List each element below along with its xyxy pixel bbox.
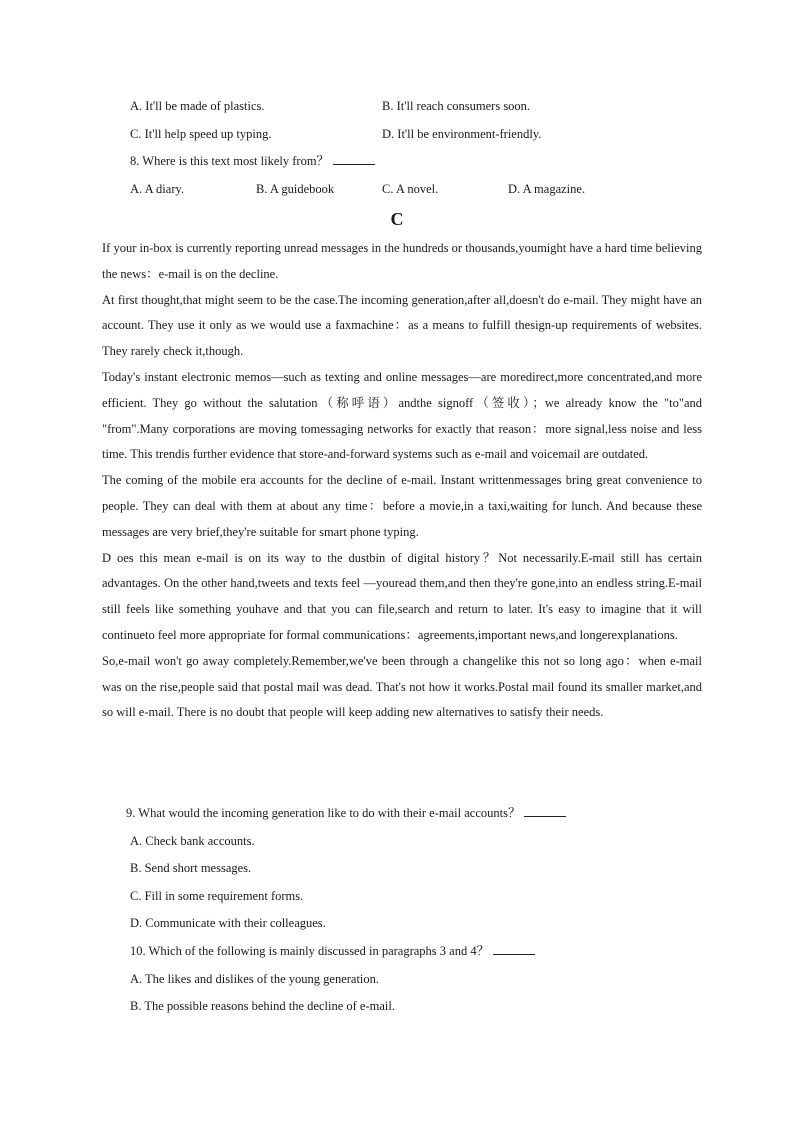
q10-option-a[interactable]: A. The likes and dislikes of the young generation. xyxy=(130,972,380,986)
q9-option-c[interactable]: C. Fill in some requirement forms. xyxy=(130,889,304,903)
passage-paragraph-6: So,e-mail won't go away completely.Remember,we've been through a changelike this not so long ago：when e-mail was on the rise,people said that postal mail was dead. That's not how it works.Postal mail found its smaller market,and so will e-mail. There is no doubt that people will keep adding new alternatives to satisfy their needs. xyxy=(102,653,702,720)
q8-option-c[interactable]: C. A novel. xyxy=(382,182,439,196)
passage-paragraph-5: D oes this mean e-mail is on its way to the dustbin of digital history？Not necessarily.E-mail still has certain advantages. On the other hand,tweets and texts feel —youread them,and then they're gone,into an endless string.E-mail still feels like something youhave and that you can file,search and return to later. It's easy to imagine that it will continueto feel more appropriate for formal communications：agreements,important news,and longerexplanations. xyxy=(102,550,702,642)
passage-paragraph-2: At first thought,that might seem to be the case.The incoming generation,after all,doesn't do e-mail. They might have an account. They use it only as we would use a faxmachine：as a means to fulfill thesign-up requirements of websites. They rarely check it,though. xyxy=(102,292,702,359)
q10-stem: 10. Which of the following is mainly discussed in paragraphs 3 and 4？ xyxy=(130,944,490,958)
q7-option-d[interactable]: D. It'll be environment-friendly. xyxy=(382,127,542,141)
q8-option-a[interactable]: A. A diary. xyxy=(130,182,185,196)
passage-paragraph-4: The coming of the mobile era accounts for the decline of e-mail. Instant writtenmessages bring great convenience to people. They can deal with them at about any time：before a movie,in a taxi,waiting for lunch. And because these messages are very brief,they're suitable for smart phone typing. xyxy=(102,473,702,539)
q10-option-b[interactable]: B. The possible reasons behind the decline of e-mail. xyxy=(130,999,395,1013)
q8-option-b[interactable]: B. A guidebook xyxy=(256,182,335,196)
q9-option-a[interactable]: A. Check bank accounts. xyxy=(130,834,255,848)
q9-answer-blank[interactable] xyxy=(524,805,566,817)
q10-question xyxy=(130,943,535,959)
q7-option-b[interactable]: B. It'll reach consumers soon. xyxy=(382,99,531,113)
section-heading: C xyxy=(390,209,404,229)
passage-paragraph-1: If your in-box is currently reporting unread messages in the hundreds or thousands,youmight have a hard time believing the news：e-mail is on the decline. xyxy=(102,241,702,281)
q7-option-a[interactable]: A. It'll be made of plastics. xyxy=(130,99,265,113)
q8-answer-blank[interactable] xyxy=(333,153,375,165)
q9-option-b[interactable]: B. Send short messages. xyxy=(130,861,252,875)
passage xyxy=(102,236,702,726)
q8-question xyxy=(130,153,375,169)
q7-option-c[interactable]: C. It'll help speed up typing. xyxy=(130,127,272,141)
q9-stem: 9. What would the incoming generation like to do with their e-mail accounts？ xyxy=(126,806,521,820)
q10-answer-blank[interactable] xyxy=(493,943,535,955)
q8-stem: 8. Where is this text most likely from？ xyxy=(130,154,330,168)
passage-paragraph-3: Today's instant electronic memos—such as texting and online messages—are moredirect,more concentrated,and more efficient. They go without the salutation（称呼语）andthe signoff（签收）；we already know the "to"and "from".Many corporations are moving tomessaging networks for exactly that reason：more signal,less noise and less time. This trendis further evidence that store-and-forward systems such as e-mail and voicemail are outdated. xyxy=(102,369,702,462)
q9-option-d[interactable]: D. Communicate with their colleagues. xyxy=(130,916,326,930)
q8-option-d[interactable]: D. A magazine. xyxy=(508,182,586,196)
q9-question xyxy=(126,805,566,821)
